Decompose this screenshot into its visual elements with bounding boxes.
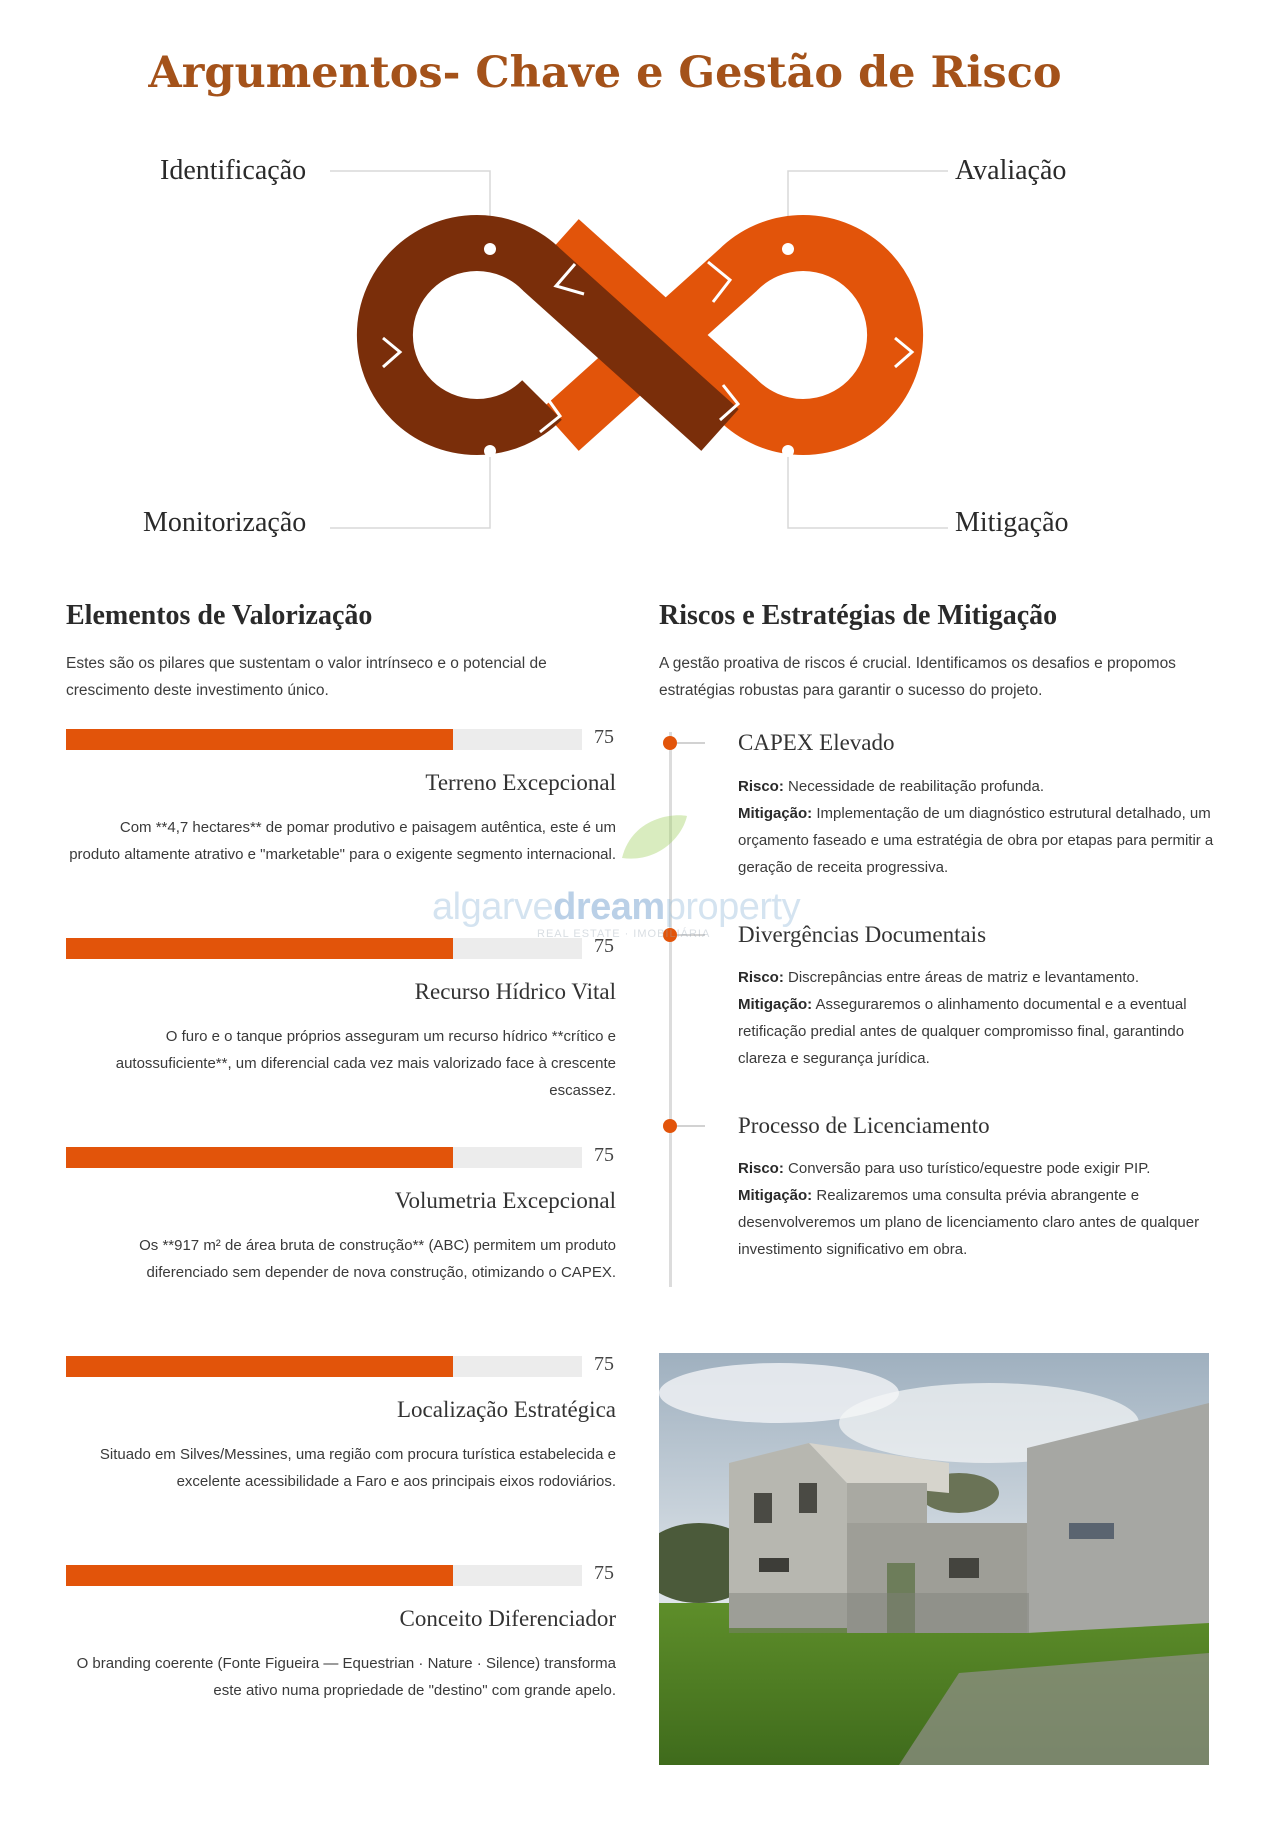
watermark xyxy=(432,808,852,938)
element-description: Com **4,7 hectares** de pomar produtivo e paisagem autêntica, este é um produto altamente atrativo e "marketable" para o exigente segmento internacional. xyxy=(69,819,616,863)
timeline-dot xyxy=(663,1119,677,1133)
value-bar-track xyxy=(66,1356,582,1377)
watermark-logo-text: algarvedreamproperty xyxy=(432,886,801,928)
window xyxy=(949,1558,979,1578)
element-title: Volumetria Excepcional xyxy=(394,1188,616,1213)
element-title: Localização Estratégica xyxy=(397,1397,616,1422)
risk-title: Divergências Documentais xyxy=(738,922,987,947)
wall-weathering xyxy=(729,1593,1029,1633)
value-bar-track xyxy=(66,1565,582,1586)
element-description: O furo e o tanque próprios asseguram um recurso hídrico **crítico e autossuficiente**, um diferencial cada vez mais valorizado face à crescente escassez. xyxy=(115,1028,616,1099)
marker-monitorizacao xyxy=(484,445,496,457)
timeline-dot xyxy=(663,736,677,750)
value-bar-fill xyxy=(66,1147,453,1168)
window xyxy=(1069,1523,1114,1539)
risk-label: Risco: xyxy=(738,1160,784,1177)
value-bar-track xyxy=(66,729,582,750)
risk-description: Conversão para uso turístico/equestre pode exigir PIP. xyxy=(788,1160,1151,1177)
value-bar-fill xyxy=(66,1565,453,1586)
risk-description: Discrepâncias entre áreas de matriz e levantamento. xyxy=(788,969,1140,986)
riscos-intro: A gestão proativa de riscos é crucial. Identificamos os desafios e propomos estratégias robustas para garantir o sucesso do projeto. xyxy=(659,655,1176,699)
marker-identificacao xyxy=(484,243,496,255)
element-title: Recurso Hídrico Vital xyxy=(414,979,616,1004)
leaf-icon xyxy=(612,808,692,868)
mitigation-label: Mitigação: xyxy=(738,805,813,822)
mitigation-label: Mitigação: xyxy=(738,996,813,1013)
mitigation-description: Asseguraremos o alinhamento documental e a eventual retificação predial antes de qualquer compromisso final, garantindo clareza e segurança jurídica. xyxy=(738,996,1187,1067)
valorizacao-intro: Estes são os pilares que sustentam o valor intrínseco e o potencial de crescimento deste investimento único. xyxy=(66,655,547,699)
element-title: Conceito Diferenciador xyxy=(399,1606,616,1631)
value-bar-fill xyxy=(66,729,453,750)
element-title: Terreno Excepcional xyxy=(425,770,616,795)
page-title: Argumentos- Chave e Gestão de Risco xyxy=(148,48,1062,98)
stage-label-monitorizacao: Monitorização xyxy=(143,507,307,538)
mitigation-label: Mitigação: xyxy=(738,1187,813,1204)
window xyxy=(799,1483,817,1513)
timeline-tick xyxy=(677,1125,705,1127)
risk-label: Risco: xyxy=(738,969,784,986)
marker-avaliacao xyxy=(782,243,794,255)
value-bar-track xyxy=(66,1147,582,1168)
timeline-tick xyxy=(677,742,705,744)
mitigation-description: Implementação de um diagnóstico estrutural detalhado, um orçamento faseado e uma estratégia de obra por etapas para permitir a geração de receita progressiva. xyxy=(738,805,1214,876)
value-bar-fill xyxy=(66,938,453,959)
window xyxy=(759,1558,789,1572)
risk-details xyxy=(738,1155,1218,1263)
riscos-title: Riscos e Estratégias de Mitigação xyxy=(659,600,1058,631)
risk-label: Risco: xyxy=(738,778,784,795)
value-number: 75 xyxy=(594,1353,614,1375)
value-number: 75 xyxy=(594,726,614,748)
value-bar-fill xyxy=(66,1356,453,1377)
risk-title: CAPEX Elevado xyxy=(738,730,895,755)
stage-label-mitigacao: Mitigação xyxy=(955,507,1069,538)
stage-label-identificacao: Identificação xyxy=(160,155,307,186)
risk-description: Necessidade de reabilitação profunda. xyxy=(788,778,1045,795)
value-bar-track xyxy=(66,938,582,959)
risk-title: Processo de Licenciamento xyxy=(738,1113,990,1138)
marker-mitigacao xyxy=(782,445,794,457)
property-photo xyxy=(659,1353,1209,1765)
element-description: O branding coerente (Fonte Figueira — Equestrian · Nature · Silence) transforma este ativo numa propriedade de "destino" com grande apelo. xyxy=(76,1655,616,1699)
element-description: Os **917 m² de área bruta de construção** (ABC) permitem um produto diferenciado sem depender de nova construção, otimizando o CAPEX. xyxy=(139,1237,616,1281)
infinity-cycle-diagram xyxy=(300,150,980,540)
valorizacao-title: Elementos de Valorização xyxy=(66,600,373,631)
window xyxy=(754,1493,772,1523)
element-description: Situado em Silves/Messines, uma região com procura turística estabelecida e excelente acessibilidade a Faro e aos principais eixos rodoviários. xyxy=(99,1446,616,1490)
mitigation-description: Realizaremos uma consulta prévia abrangente e desenvolveremos um plano de licenciamento claro antes de qualquer investimento significativo em obra. xyxy=(738,1187,1200,1258)
watermark-subtitle: REAL ESTATE · IMOBILIÁRIA xyxy=(537,928,711,940)
stage-label-avaliacao: Avaliação xyxy=(955,155,1067,186)
value-number: 75 xyxy=(594,935,614,957)
value-number: 75 xyxy=(594,1144,614,1166)
risk-details xyxy=(738,964,1218,1072)
value-number: 75 xyxy=(594,1562,614,1584)
